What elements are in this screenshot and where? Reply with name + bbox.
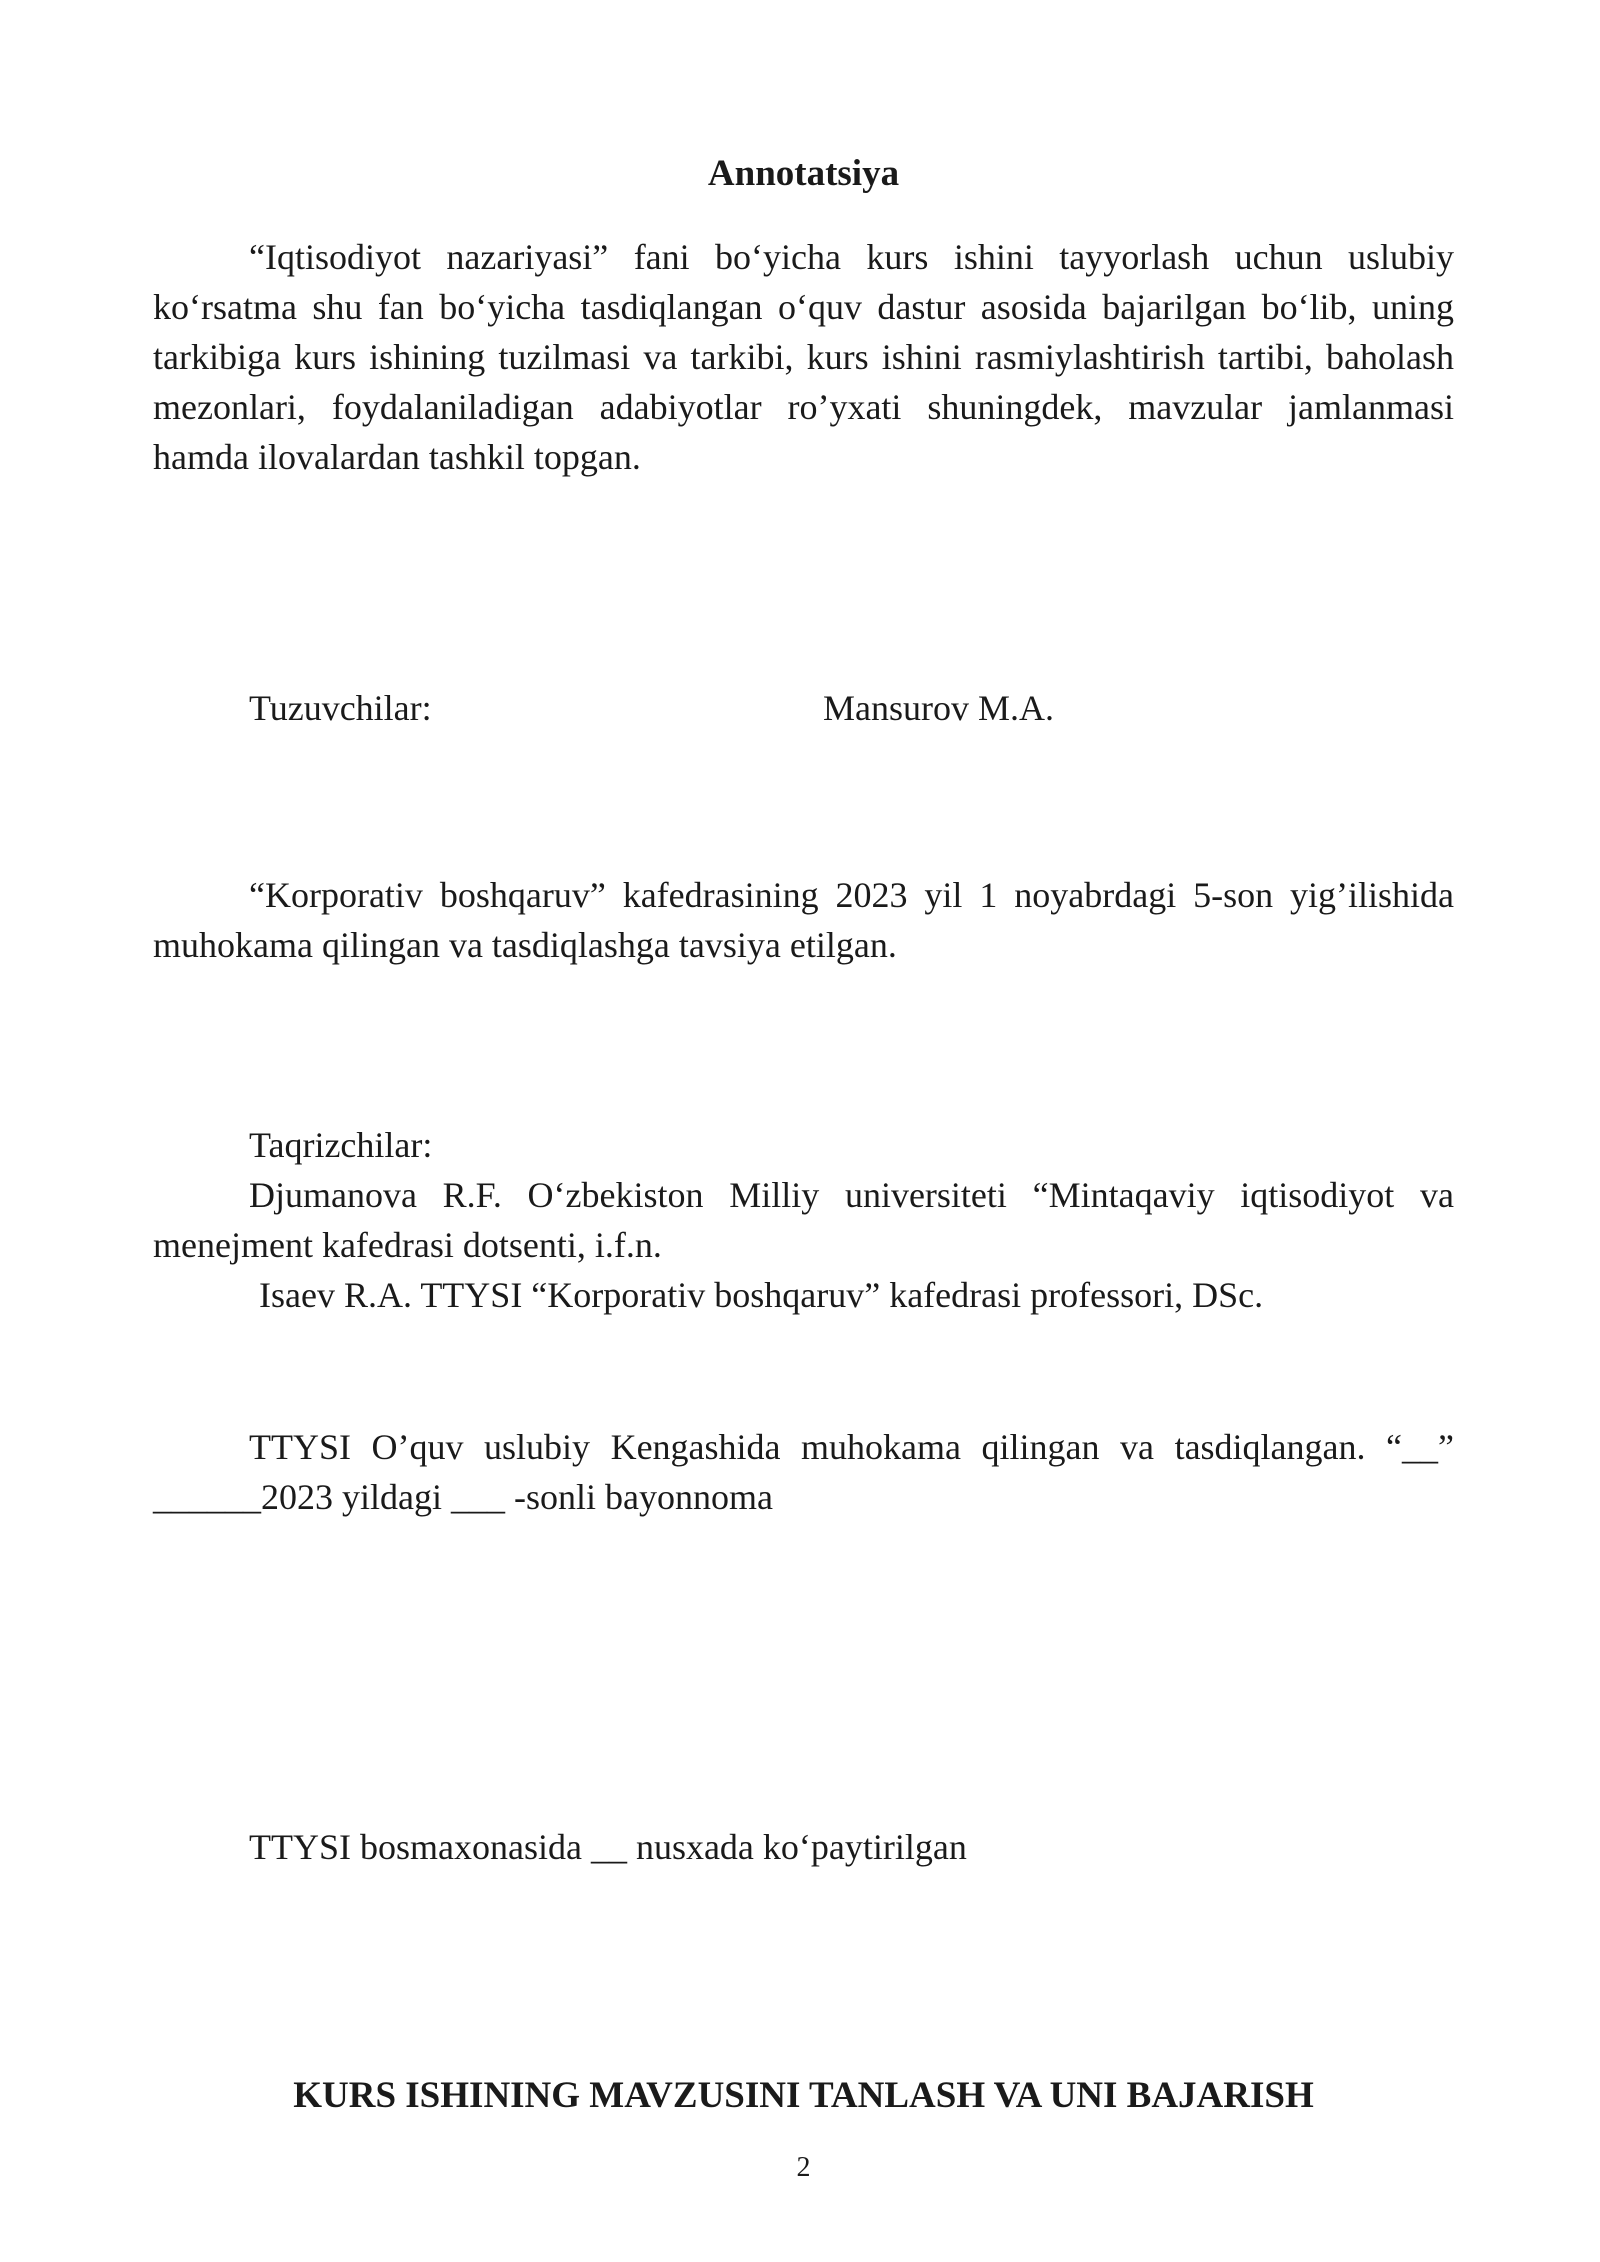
reviewers-section [153,1120,1454,1320]
reviewers-label: Taqrizchilar: [249,1125,433,1165]
annotation-section [153,232,1454,482]
council-note-section [153,1422,1454,1522]
department-note-section [153,870,1454,970]
annotation-title: Annotatsiya [707,153,900,194]
page-number: 2 [796,2152,811,2183]
reviewer-item: Isaev R.A. TTYSI “Korporativ boshqaruv” kafedrasi professori, DSc. [259,1275,1264,1315]
department-note: “Korporativ boshqaruv” kafedrasining 2023 yil 1 noyabrdagi 5-son yig’ilishida muhokama qilingan va tasdiqlashga tavsiya etilgan. [153,875,1454,965]
print-note-section [153,1822,1454,1872]
reviewer-item: Djumanova R.F. O‘zbekiston Milliy universiteti “Mintaqaviy iqtisodiyot va menejment kafedrasi dotsenti, i.f.n. [153,1175,1454,1265]
council-note: TTYSI O’quv uslubiy Kengashida muhokama qilingan va tasdiqlangan. “__” ______2023 yildagi ___ -sonli bayonnoma [153,1427,1454,1517]
print-note: TTYSI bosmaxonasida __ nusxada ko‘paytirilgan [249,1827,967,1867]
section-heading: KURS ISHINING MAVZUSINI TANLASH VA UNI BAJARISH [293,2075,1314,2116]
authors-label: Tuzuvchilar: [249,688,432,728]
authors-name: Mansurov M.A. [823,688,1054,728]
annotation-paragraph: “Iqtisodiyot nazariyasi” fani bo‘yicha kurs ishini tayyorlash uchun uslubiy ko‘rsatma shu fan bo‘yicha tasdiqlangan o‘quv dastur asosida bajarilgan bo‘lib, uning tarkibiga kurs ishining tuzilmasi va tarkibi, kurs ishini rasmiylashtirish tartibi, baholash mezonlari, foydalaniladigan adabiyotlar ro’yxati shuningdek, mavzular jamlanmasi hamda ilovalardan tashkil topgan. [153,237,1454,477]
